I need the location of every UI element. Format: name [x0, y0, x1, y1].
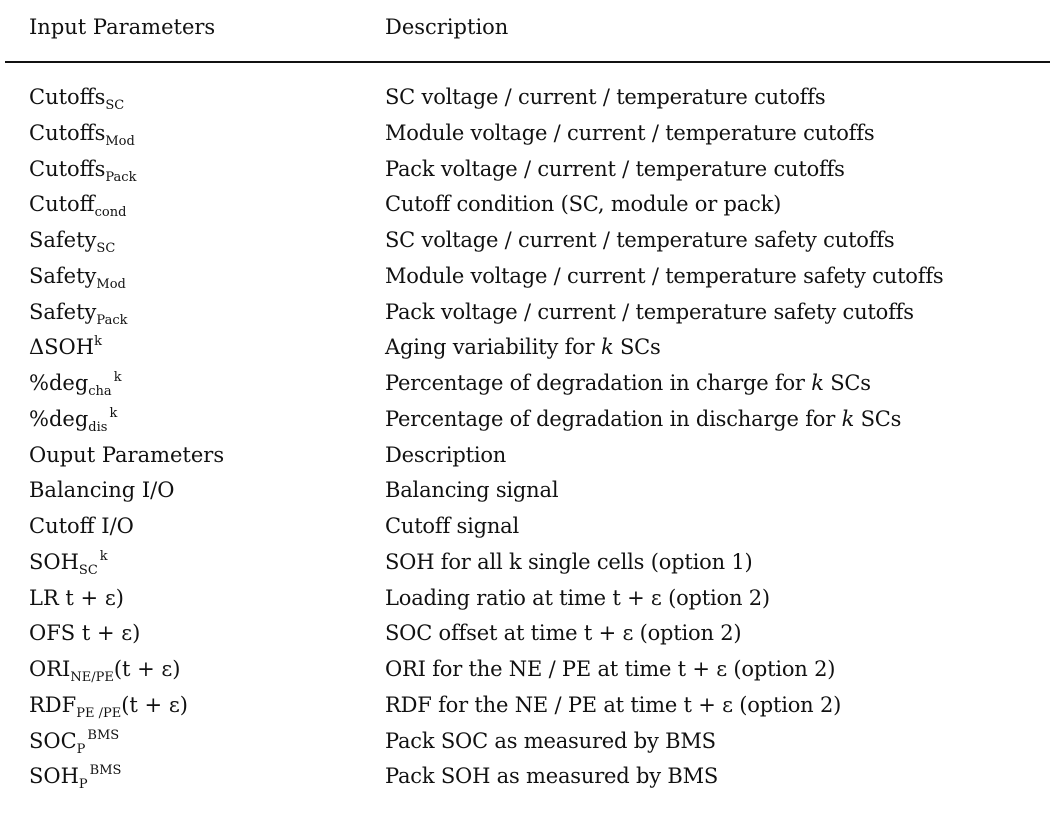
- desc-text: Percentage of degradation in charge for: [385, 371, 812, 395]
- parameter-cell: [29, 261, 126, 291]
- table-row: [0, 368, 1061, 404]
- param-base: SOC: [29, 728, 77, 753]
- desc-text-end: SCs: [613, 335, 661, 360]
- description-cell: [385, 654, 835, 684]
- desc-text: Pack SOC as measured by BMS: [385, 728, 716, 753]
- param-base: SOH: [29, 764, 79, 789]
- desc-text-end: SCs: [823, 371, 871, 395]
- param-subscript: Mod: [96, 276, 126, 292]
- parameter-cell: [29, 82, 124, 112]
- table-row: [0, 440, 1061, 476]
- description-cell: [385, 511, 519, 541]
- desc-text: Balancing signal: [385, 478, 559, 503]
- table-row: [0, 726, 1061, 762]
- parameter-cell: [29, 618, 140, 648]
- description-cell: [385, 404, 901, 434]
- desc-text: Module voltage / current / temperature safety cutoffs: [385, 263, 944, 288]
- desc-text: SOC offset at time t + ε (option 2): [385, 621, 742, 646]
- parameter-cell: [29, 440, 224, 470]
- table-row: [0, 118, 1061, 154]
- param-subscript: cha: [88, 384, 112, 399]
- param-superscript: BMS: [89, 763, 122, 779]
- description-cell: [385, 618, 741, 648]
- param-subscript: Mod: [105, 133, 135, 149]
- desc-text: ORI for the NE / PE at time t + ε (option 2): [385, 657, 836, 681]
- param-subscript: SC: [96, 241, 116, 256]
- description-cell: [385, 82, 825, 112]
- param-base: %deg: [29, 371, 89, 395]
- param-subscript: SC: [105, 98, 125, 113]
- param-subscript: P: [76, 741, 86, 757]
- param-base: Balancing I/O: [29, 478, 175, 503]
- description-cell: [385, 225, 894, 255]
- description-cell: [385, 690, 841, 720]
- param-base: Cutoffs: [29, 120, 106, 145]
- desc-text: Cutoff condition (SC, module or pack): [385, 192, 782, 217]
- param-base: LR t + ε): [29, 585, 124, 610]
- description-cell: [385, 368, 871, 398]
- param-tail: (t + ε): [121, 692, 188, 717]
- param-base: Cutoff: [29, 192, 95, 217]
- param-tail: (t + ε): [113, 657, 181, 681]
- param-base: RDF: [29, 692, 77, 717]
- param-base: Safety: [29, 263, 97, 288]
- param-superscript: k: [99, 548, 108, 564]
- parameter-cell: [29, 189, 126, 219]
- desc-text: Aging variability for: [385, 335, 601, 360]
- param-superscript: k: [109, 405, 118, 421]
- description-cell: [385, 189, 781, 219]
- desc-text: Cutoff signal: [385, 514, 519, 538]
- description-cell: [385, 726, 716, 756]
- param-base: Ouput Parameters: [29, 442, 225, 467]
- param-base: OFS t + ε): [29, 621, 141, 646]
- table-row: [0, 225, 1061, 261]
- desc-text: Percentage of degradation in discharge for: [385, 406, 842, 431]
- desc-text: Module voltage / current / temperature cutoffs: [385, 120, 875, 145]
- param-base: Cutoffs: [29, 85, 106, 109]
- param-superscript: k: [113, 370, 122, 385]
- param-subscript: PE /PE: [76, 705, 122, 721]
- table-row: [0, 547, 1061, 583]
- header-rule: [5, 61, 1050, 63]
- description-cell: [385, 440, 506, 470]
- table-row: [0, 189, 1061, 225]
- desc-text: Pack voltage / current / temperature cutoffs: [385, 156, 845, 181]
- table-row: [0, 618, 1061, 654]
- desc-text-end: SCs: [854, 406, 902, 431]
- table-row: [0, 761, 1061, 797]
- param-base: %deg: [29, 406, 89, 431]
- table-row: [0, 404, 1061, 440]
- table-row: [0, 82, 1061, 118]
- param-base: Safety: [29, 228, 97, 252]
- parameter-cell: [29, 297, 128, 327]
- param-subscript: dis: [88, 419, 108, 435]
- parameter-cell: [29, 726, 119, 756]
- param-base: ORI: [29, 657, 71, 681]
- param-base: Cutoffs: [29, 156, 106, 181]
- param-superscript: k: [94, 334, 102, 350]
- table-row: [0, 583, 1061, 619]
- desc-text: RDF for the NE / PE at time t + ε (option 2): [385, 692, 842, 717]
- param-base: SOH: [29, 549, 79, 574]
- parameter-cell: [29, 761, 121, 791]
- parameter-cell: [29, 583, 124, 613]
- desc-italic: k: [811, 371, 824, 395]
- parameter-cell: [29, 690, 188, 720]
- header-description: Description: [385, 15, 509, 39]
- table-body: [0, 82, 1061, 797]
- param-subscript: SC: [78, 562, 98, 578]
- table-row: [0, 332, 1061, 368]
- desc-text: Description: [385, 442, 507, 467]
- desc-italic: k: [600, 335, 614, 360]
- description-cell: [385, 547, 753, 577]
- parameter-cell: [29, 332, 102, 362]
- table-row: [0, 261, 1061, 297]
- table-row: [0, 654, 1061, 690]
- description-cell: [385, 297, 914, 327]
- table-row: [0, 297, 1061, 333]
- parameter-cell: [29, 511, 134, 541]
- table-row: [0, 511, 1061, 547]
- description-cell: [385, 261, 943, 291]
- description-cell: [385, 583, 770, 613]
- param-subscript: cond: [94, 205, 127, 221]
- parameter-cell: [29, 154, 136, 184]
- parameter-cell: [29, 404, 117, 434]
- description-cell: [385, 332, 661, 362]
- parameter-cell: [29, 368, 122, 398]
- description-cell: [385, 118, 874, 148]
- parameter-cell: [29, 547, 108, 577]
- description-cell: [385, 154, 845, 184]
- parameter-cell: [29, 118, 135, 148]
- param-superscript: BMS: [87, 727, 120, 743]
- table-row: [0, 690, 1061, 726]
- table-header: [0, 12, 1061, 48]
- description-cell: [385, 761, 718, 791]
- desc-text: SC voltage / current / temperature cutoffs: [385, 85, 826, 109]
- desc-text: Loading ratio at time t + ε (option 2): [385, 585, 770, 610]
- param-base: Safety: [29, 299, 97, 324]
- desc-text: Pack voltage / current / temperature safety cutoffs: [385, 299, 914, 324]
- param-subscript: NE/PE: [70, 670, 114, 685]
- param-subscript: Pack: [105, 169, 137, 185]
- desc-text: Pack SOH as measured by BMS: [385, 764, 719, 789]
- param-subscript: P: [78, 777, 88, 793]
- parameter-cell: [29, 654, 180, 684]
- desc-italic: k: [841, 406, 855, 431]
- param-base: Cutoff I/O: [29, 514, 134, 538]
- desc-text: SC voltage / current / temperature safety cutoffs: [385, 228, 895, 252]
- param-base: ΔSOH: [29, 335, 95, 360]
- parameter-cell: [29, 225, 115, 255]
- header-input-parameters: Input Parameters: [29, 15, 216, 39]
- table-row: [0, 475, 1061, 511]
- description-cell: [385, 475, 558, 505]
- table-row: [0, 154, 1061, 190]
- parameter-cell: [29, 475, 174, 505]
- param-subscript: Pack: [96, 312, 128, 328]
- desc-text: SOH for all k single cells (option 1): [385, 549, 753, 574]
